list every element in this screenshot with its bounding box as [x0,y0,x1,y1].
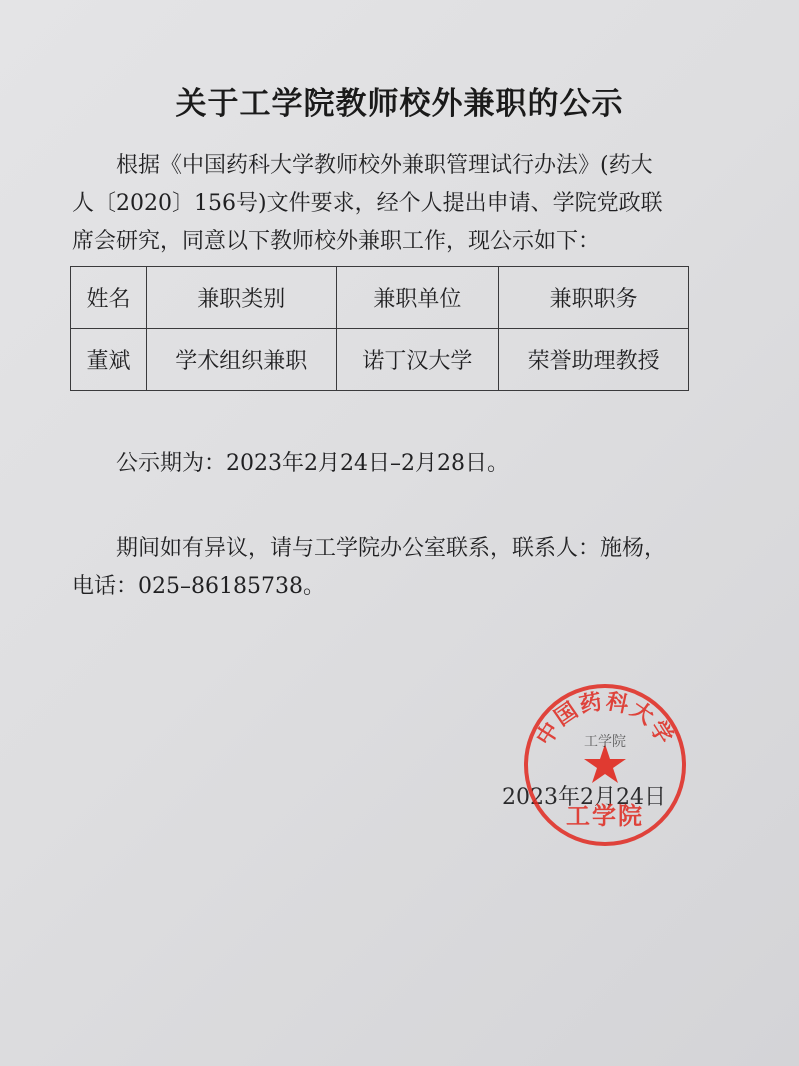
intro-line: 席会研究，同意以下教师校外兼职工作，现公示如下： [72,229,601,254]
contact-line: 期间如有异议，请与工学院办公室联系，联系人：施杨， [116,536,667,561]
header-job-unit: 兼职单位 [336,267,499,329]
signature-date: 2023年2月24日 [502,785,666,810]
cell-job-unit: 诺丁汉大学 [336,329,499,391]
table-row [71,329,689,391]
table-header-row [71,267,689,329]
header-name: 姓名 [71,267,147,329]
part-time-job-table [70,266,689,391]
svg-text:工学院: 工学院 [566,802,644,830]
official-seal [522,682,688,848]
intro-line: 人〔2020〕156号)文件要求，经个人提出申请、学院党政联 [72,191,663,216]
contact-paragraph [72,530,722,606]
header-job-category: 兼职类别 [146,267,336,329]
period-paragraph [72,445,722,483]
intro-line: 根据《中国药科大学教师校外兼职管理试行办法》(药大 [116,153,653,178]
cell-job-title: 荣誉助理教授 [499,329,689,391]
cell-name: 董斌 [71,329,147,391]
seal-unit-text: 工学院 [584,734,626,750]
header-job-title: 兼职职务 [499,267,689,329]
notice-title: 关于工学院教师校外兼职的公示 [175,86,624,122]
svg-text:中国药科大学: 中国药科大学 [531,689,679,751]
intro-paragraph [72,147,722,261]
contact-line: 电话：025–86185738。 [72,574,325,599]
cell-job-category: 学术组织兼职 [146,329,336,391]
period-text: 公示期为：2023年2月24日–2月28日。 [116,451,509,476]
